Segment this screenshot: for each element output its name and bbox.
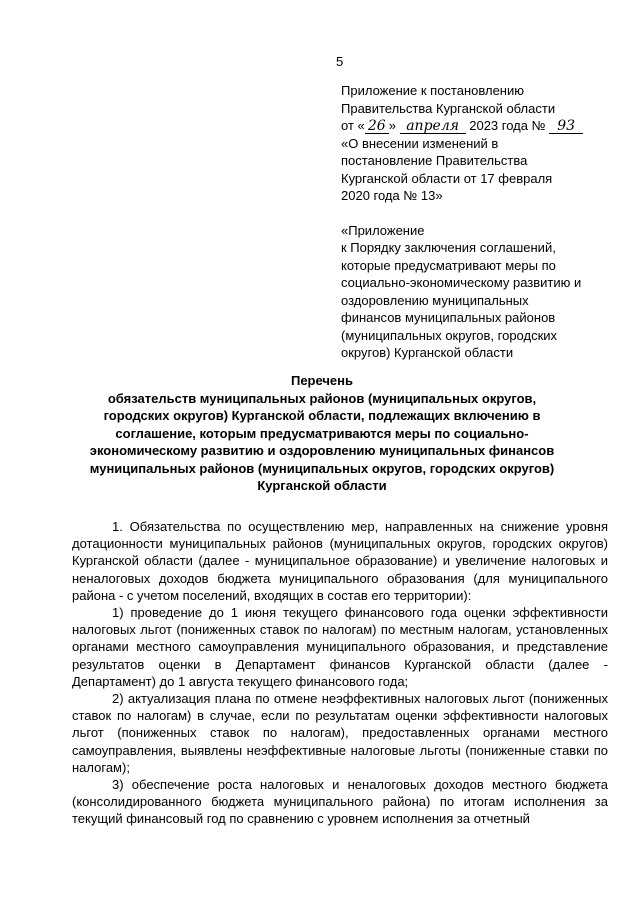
paragraph-item-2: 2) актуализация плана по отмене неэффективных налоговых льгот (пониженных ставок по налогам) в случае, если по результатам оценки эффективности налоговых льгот (пониженных ставок по налогам), предоставленных органами местного самоуправления, выявлены неэффективные налоговые льготы (пониженные ставки по налогам);: [72, 691, 608, 775]
header-date-line: [341, 117, 601, 135]
appendix-line: к Порядку заключения соглашений,: [341, 240, 556, 255]
title-line: Курганской области: [257, 478, 387, 493]
date-prefix: от «: [341, 118, 365, 133]
page-number: 5: [336, 54, 344, 69]
appendix-line: которые предусматривают меры по: [341, 257, 556, 273]
appendix-line: (муниципальных округов, городских: [341, 327, 558, 343]
handwritten-number: 93: [549, 119, 583, 134]
title-line: городских округов) Курганской области, подлежащих включению в: [103, 408, 541, 423]
header-line: Курганской области от 17 февраля: [341, 170, 553, 186]
approval-header: [341, 82, 601, 362]
appendix-line: социально-экономическому развитию и: [341, 275, 582, 290]
header-line: 2020 года № 13»: [341, 188, 443, 203]
appendix-line: округов) Курганской области: [341, 345, 514, 360]
date-mid: »: [388, 118, 396, 133]
handwritten-month: апреля: [400, 119, 466, 134]
header-line: Правительства Курганской области: [341, 100, 556, 116]
handwritten-day: 26: [365, 119, 389, 134]
document-title: [72, 372, 572, 495]
title-line: муниципальных районов (муниципальных округов, городских округов): [89, 460, 555, 476]
document-body: [72, 518, 608, 828]
title-line: соглашение, которым предусматриваются меры по социально-: [115, 425, 529, 441]
appendix-line: оздоровлению муниципальных: [341, 292, 529, 308]
appendix-line: «Приложение: [341, 222, 425, 238]
header-line: постановление Правительства: [341, 153, 528, 168]
paragraph-1: 1. Обязательства по осуществлению мер, направленных на снижение уровня дотационности муниципальных районов (муниципальных округов, городских округов) Курганской области (далее - муниципальное образование) и увеличение налоговых и неналоговых доходов бюджета муниципального образования (для муниципального района - с учетом поселений, входящих в состав его территории):: [72, 519, 608, 603]
paragraph-item-3: 3) обеспечение роста налоговых и неналоговых доходов местного бюджета (консолидированного бюджета муниципального района) по итогам исполнения за текущий финансовый год по сравнению с уровнем исполнения за отчетный: [72, 777, 608, 827]
paragraph-item-1: 1) проведение до 1 июня текущего финансового года оценки эффективности налоговых льгот (пониженных ставок по налогам) по местным налогам, установленных органами местного самоуправления муниципального образования, и представление результатов оценки в Департамент финансов Курганской области (далее - Департамент) до 1 августа текущего финансового года;: [72, 605, 608, 689]
year-text: 2023 года №: [469, 118, 546, 133]
title-line: обязательств муниципальных районов (муниципальных округов,: [107, 390, 537, 406]
title-line: Перечень: [290, 373, 354, 388]
header-line: Приложение к постановлению: [341, 83, 524, 98]
title-line: экономическому развитию и оздоровлению муниципальных финансов: [89, 443, 555, 458]
appendix-line: финансов муниципальных районов: [341, 310, 556, 325]
header-line: «О внесении изменений в: [341, 135, 499, 151]
